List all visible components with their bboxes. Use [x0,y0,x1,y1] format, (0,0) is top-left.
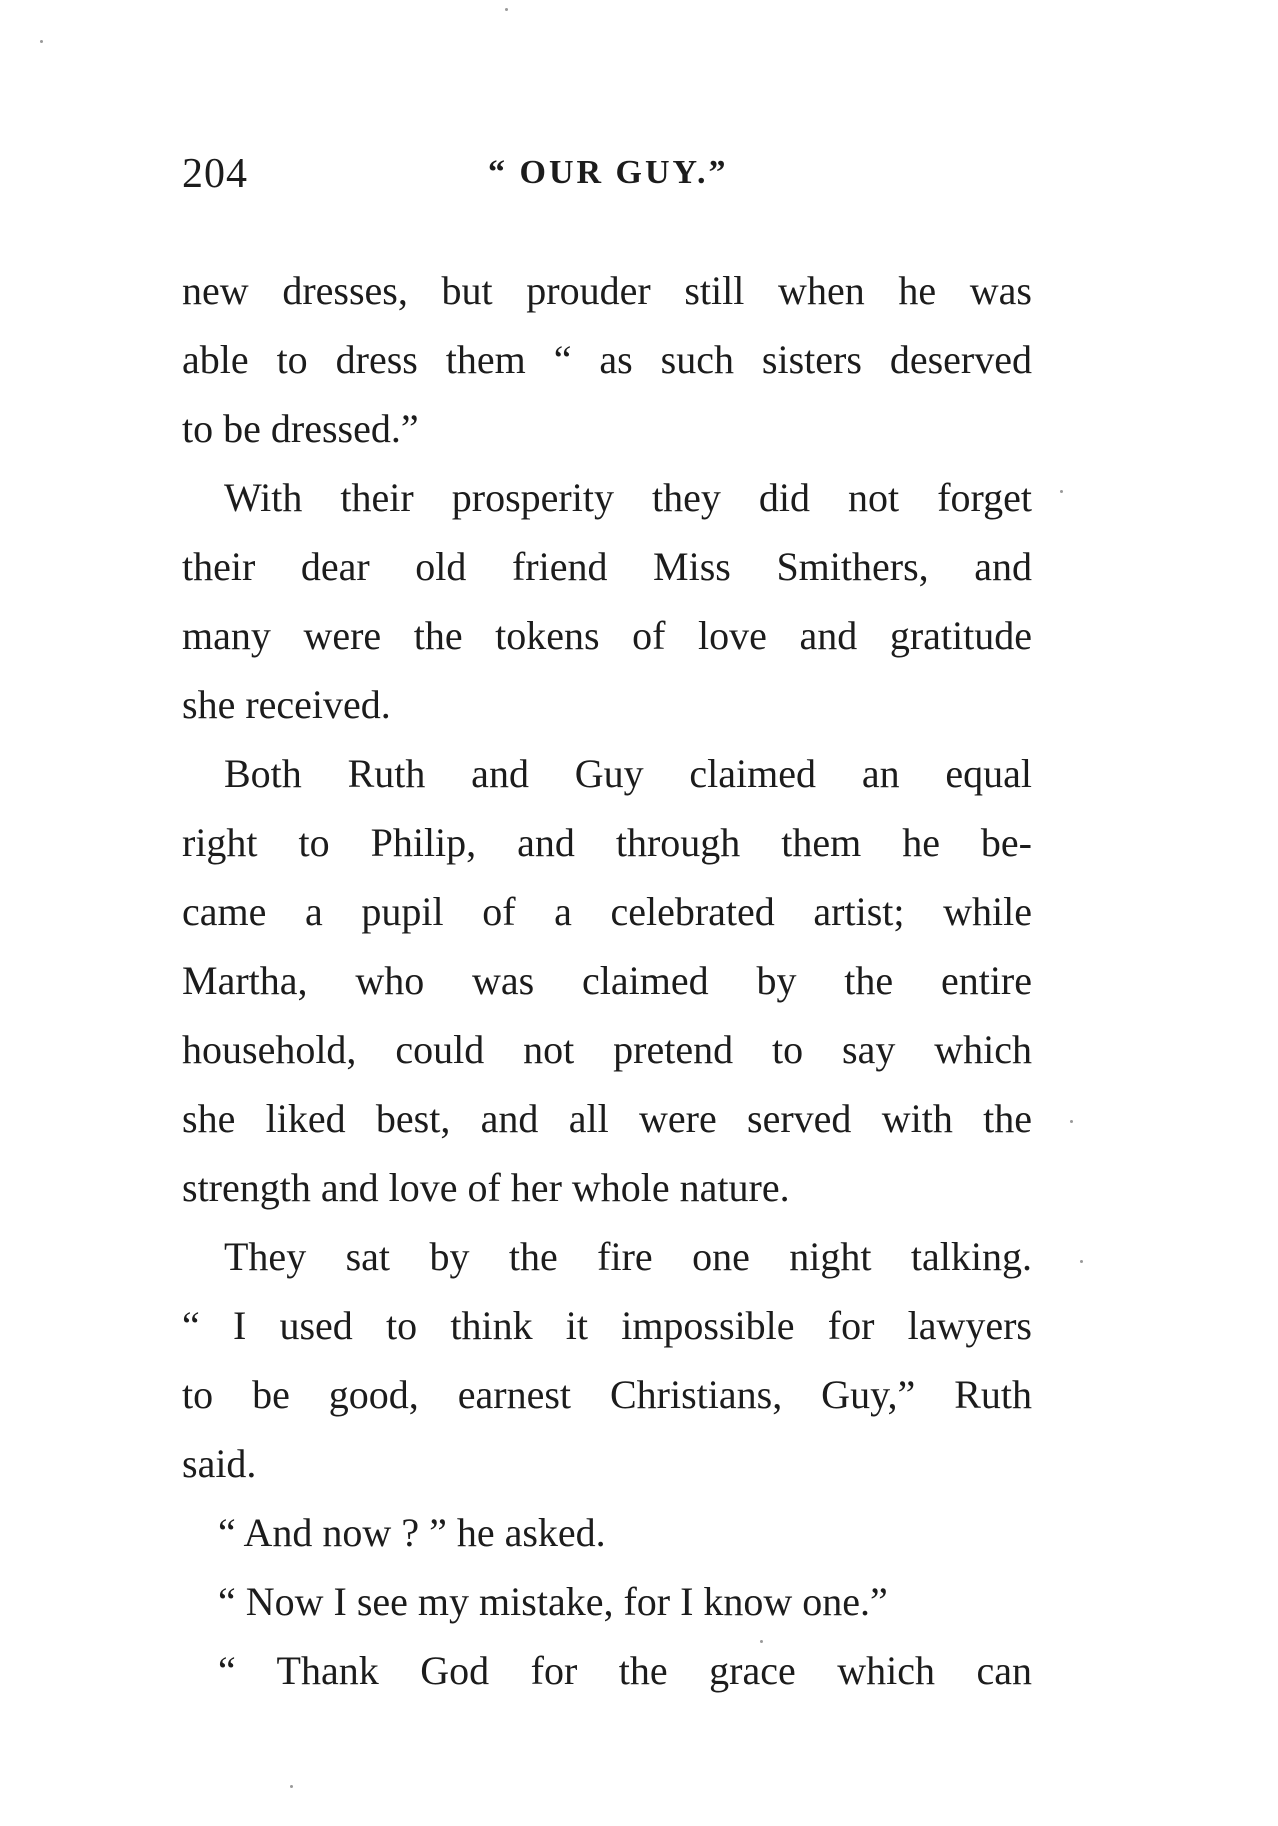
text-line: new dresses, but prouder still when he was [182,268,1032,313]
page-number: 204 [182,151,248,197]
paragraph-start-line: Both Ruth and Guy claimed an equal [224,751,1032,796]
page-header [182,150,1032,210]
scan-speck [760,1640,763,1643]
text-line: many were the tokens of love and gratitude [182,613,1032,658]
text-line: she liked best, and all were served with the [182,1096,1032,1141]
text-line: “ I used to think it impossible for lawyers [182,1303,1032,1348]
scan-speck [290,1785,293,1788]
paragraph-start-line: They sat by the fire one night talking. [224,1234,1032,1279]
scan-speck [1070,1120,1073,1123]
text-line: household, could not pretend to say which [182,1027,1032,1072]
text-line: to be dressed.” [182,406,419,451]
text-line: strength and love of her whole nature. [182,1165,790,1210]
text-line: right to Philip, and through them he be- [182,820,1032,865]
text-line: said. [182,1441,257,1486]
scan-speck [40,40,43,43]
running-head: “ OUR GUY.” [488,154,729,191]
text-line: their dear old friend Miss Smithers, and [182,544,1032,589]
paragraph-start-line: “ Thank God for the grace which can [218,1648,1032,1693]
scan-speck [505,8,508,11]
paragraph-start-line: “ Now I see my mistake, for I know one.” [218,1579,888,1624]
scan-speck [1060,490,1063,493]
body-text [182,256,1032,1705]
text-line: Martha, who was claimed by the entire [182,958,1032,1003]
text-line: to be good, earnest Christians, Guy,” Ruth [182,1372,1032,1417]
text-line: able to dress them “ as such sisters deserved [182,337,1032,382]
paragraph-start-line: “ And now ? ” he asked. [218,1510,606,1555]
text-line: came a pupil of a celebrated artist; while [182,889,1032,934]
scan-speck [1080,1260,1083,1263]
text-line: she received. [182,682,391,727]
paragraph-start-line: With their prosperity they did not forget [224,475,1032,520]
